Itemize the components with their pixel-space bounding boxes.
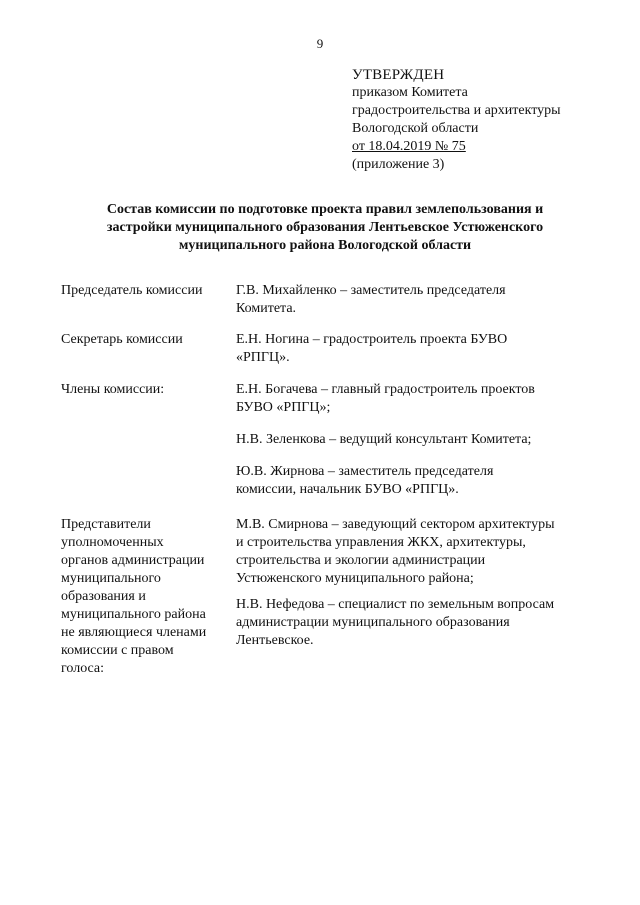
role-line: образования и	[61, 589, 146, 604]
title-line: застройки муниципального образования Лентьевское Устюженского	[106, 220, 544, 235]
person-line: Г.В. Михайленко – заместитель председателя	[236, 283, 506, 298]
people-list	[236, 331, 606, 367]
title-line: Состав комиссии по подготовке проекта правил землепользования и	[106, 202, 544, 217]
person-line: Е.Н. Богачева – главный градостроитель проектов	[236, 382, 535, 397]
role-label: Секретарь комиссии	[61, 332, 183, 347]
approval-line: приказом Комитета	[352, 85, 468, 100]
person-entry	[236, 596, 606, 650]
document-title	[60, 201, 590, 255]
role-line: не являющиеся членами	[61, 625, 207, 640]
person-entry	[236, 431, 606, 449]
person-line: Устюженского муниципального района;	[236, 571, 474, 586]
page-number: 9	[316, 36, 324, 51]
person-line: Лентьевское.	[236, 633, 314, 648]
approval-heading: УТВЕРЖДЕН	[352, 67, 445, 83]
approval-stamp	[352, 66, 561, 174]
people-list	[236, 282, 606, 318]
person-entry	[236, 381, 606, 417]
approval-line: Вологодской области	[352, 121, 479, 136]
role-line: Представители	[61, 517, 151, 532]
role-label: Председатель комиссии	[61, 283, 203, 298]
people-list	[236, 381, 606, 499]
approval-appendix: (приложение 3)	[352, 157, 445, 172]
person-line: Н.В. Зеленкова – ведущий консультант Комитета;	[236, 432, 532, 447]
person-line: Н.В. Нефедова – специалист по земельным вопросам	[236, 597, 555, 612]
person-entry	[236, 282, 606, 318]
role-line: комиссии с правом	[61, 643, 174, 658]
person-line: Ю.В. Жирнова – заместитель председателя	[236, 464, 494, 479]
person-line: М.В. Смирнова – заведующий сектором архитектуры	[236, 517, 555, 532]
title-line: муниципального района Вологодской области	[178, 238, 472, 253]
role-line: муниципального района	[61, 607, 206, 622]
role-line: органов администрации	[61, 553, 205, 568]
role-label: Члены комиссии:	[61, 382, 165, 397]
person-entry	[236, 463, 606, 499]
role-line: муниципального	[61, 571, 161, 586]
person-entry	[236, 331, 606, 367]
people-list	[236, 516, 606, 650]
person-entry	[236, 516, 606, 588]
role-label	[61, 516, 229, 678]
person-line: «РПГЦ».	[236, 350, 290, 365]
approval-line: градостроительства и архитектуры	[352, 103, 561, 118]
person-line: и строительства управления ЖКХ, архитектуры,	[236, 535, 526, 550]
person-line: строительства и экологии администрации	[236, 553, 486, 568]
person-line: администрации муниципального образования	[236, 615, 510, 630]
person-line: Комитета.	[236, 301, 297, 316]
role-line: уполномоченных	[61, 535, 164, 550]
role-line: голоса:	[61, 661, 105, 676]
approval-order-date: от 18.04.2019 № 75	[352, 139, 466, 154]
person-line: Е.Н. Ногина – градостроитель проекта БУВО	[236, 332, 508, 347]
person-line: БУВО «РПГЦ»;	[236, 400, 331, 415]
person-line: комиссии, начальник БУВО «РПГЦ».	[236, 482, 459, 497]
